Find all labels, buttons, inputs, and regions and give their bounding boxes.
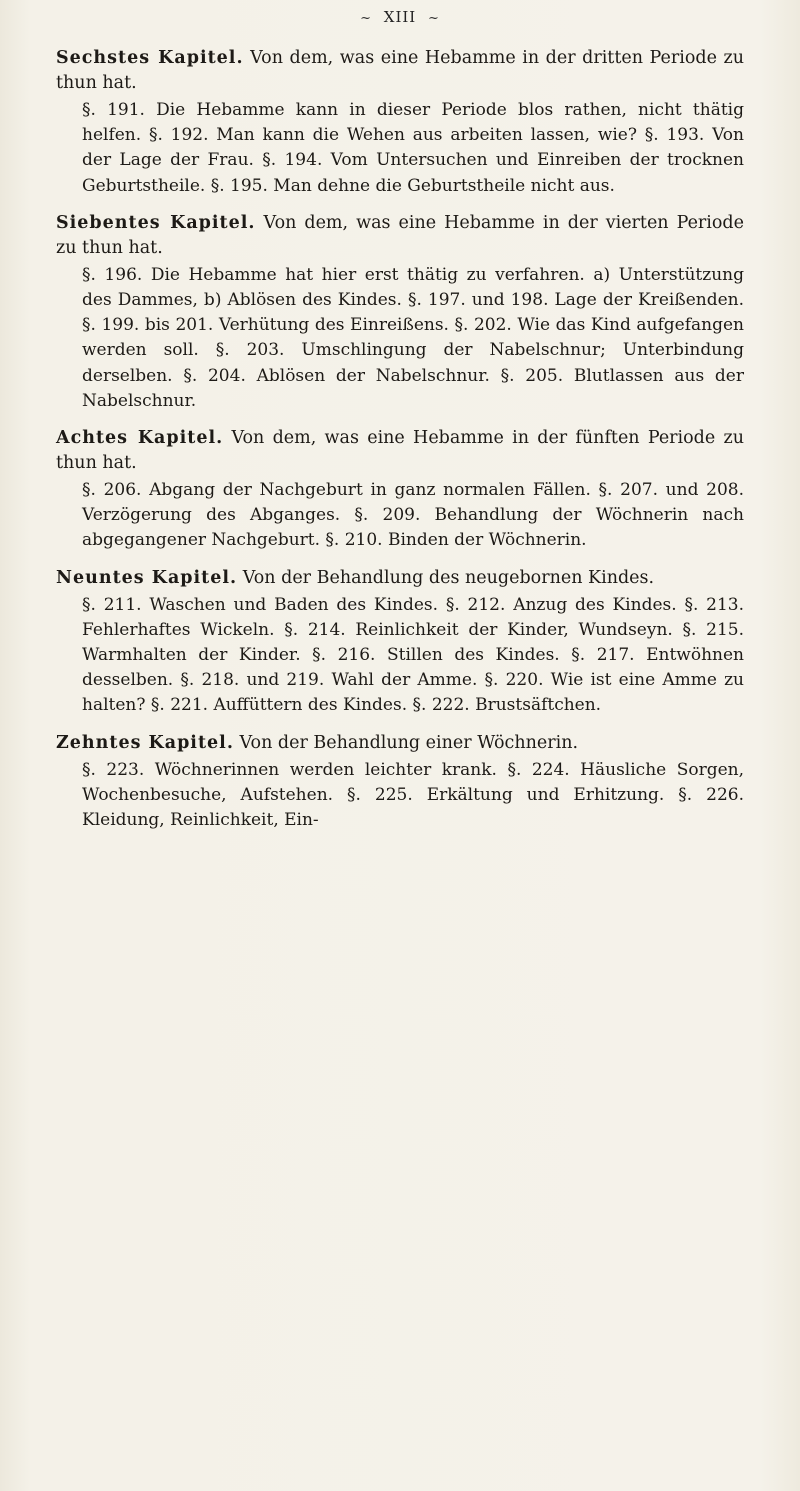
chapter-10: [56, 731, 744, 834]
blank-margin: [0, 1400, 800, 1491]
chapter-sections: §. 223. Wöchnerinnen werden leichter krank. §. 224. Häusliche Sorgen, Wochenbesuche, Aufstehen. §. 225. Erkältung und Erhitzung. §. 226. Kleidung, Reinlichkeit, Ein-: [82, 759, 744, 831]
chapter-title: Neuntes Kapitel.: [56, 567, 238, 588]
chapter-sections: §. 196. Die Hebamme hat hier erst thätig zu verfahren. a) Unterstützung des Dammes, b) Ablösen des Kindes. §. 197. und 198. Lage der Kreißenden. §. 199. bis 201. Verhütung des Einreißens. §. 202. Wie das Kind aufgefangen werden soll. §. 203. Umschlingung der Nabelschnur; Unterbindung derselben. §. 204. Ablösen der Nabelschnur. §. 205. Blutlassen aus der Nabelschnur.: [82, 264, 744, 411]
chapter-7: [56, 211, 744, 414]
ornament-right: ~: [428, 11, 440, 26]
chapter-sections: §. 211. Waschen und Baden des Kindes. §. 212. Anzug des Kindes. §. 213. Fehlerhaftes Wickeln. §. 214. Reinlichkeit der Kinder, Wundseyn. §. 215. Warmhalten der Kinder. §. 216. Stillen des Kindes. §. 217. Entwöhnen desselben. §. 218. und 219. Wahl der Amme. §. 220. Wie ist eine Amme zu halten? §. 221. Auffüttern des Kindes. §. 222. Brustsäftchen.: [82, 594, 744, 716]
chapter-title: Sechstes Kapitel.: [56, 48, 244, 68]
chapter-heading: [56, 731, 744, 756]
chapter-sections: §. 206. Abgang der Nachgeburt in ganz normalen Fällen. §. 207. und 208. Verzögerung des Abganges. §. 209. Behandlung der Wöchnerin nach abgegangener Nachgeburt. §. 210. Binden der Wöchnerin.: [82, 480, 744, 551]
chapter-title: Zehntes Kapitel.: [56, 732, 234, 753]
chapter-subject: Von der Behandlung einer Wöchnerin.: [239, 732, 579, 753]
chapter-heading: [56, 211, 744, 261]
chapter-9: [56, 566, 744, 719]
ornament-left: ~: [360, 11, 372, 26]
page-header: [0, 8, 800, 26]
chapter-heading: [56, 566, 744, 591]
chapter-heading: [56, 46, 744, 96]
chapter-sections: §. 191. Die Hebamme kann in dieser Periode blos rathen, nicht thätig helfen. §. 192. Man kann die Wehen aus arbeiten lassen, wie? §. 193. Von der Lage der Frau. §. 194. Vom Untersuchen und Einreiben der trocknen Geburtstheile. §. 195. Man dehne die Geburtstheile nicht aus.: [82, 100, 744, 196]
chapter-subject: Von dem, was eine Hebamme in der fünften Periode zu thun hat.: [56, 428, 744, 474]
chapter-subject: Von der Behandlung des neugebornen Kindes.: [242, 567, 655, 588]
page-number: XIII: [383, 8, 417, 26]
chapter-6: [56, 46, 744, 199]
chapter-title: Achtes Kapitel.: [56, 428, 224, 449]
chapter-subject: Von dem, was eine Hebamme in der dritten Periode zu thun hat.: [56, 48, 744, 93]
chapter-heading: [56, 426, 744, 476]
chapter-subject: Von dem, was eine Hebamme in der vierten Periode zu thun hat.: [56, 212, 744, 258]
table-of-contents: [56, 46, 744, 845]
chapter-8: [56, 426, 744, 554]
chapter-title: Siebentes Kapitel.: [56, 212, 256, 233]
